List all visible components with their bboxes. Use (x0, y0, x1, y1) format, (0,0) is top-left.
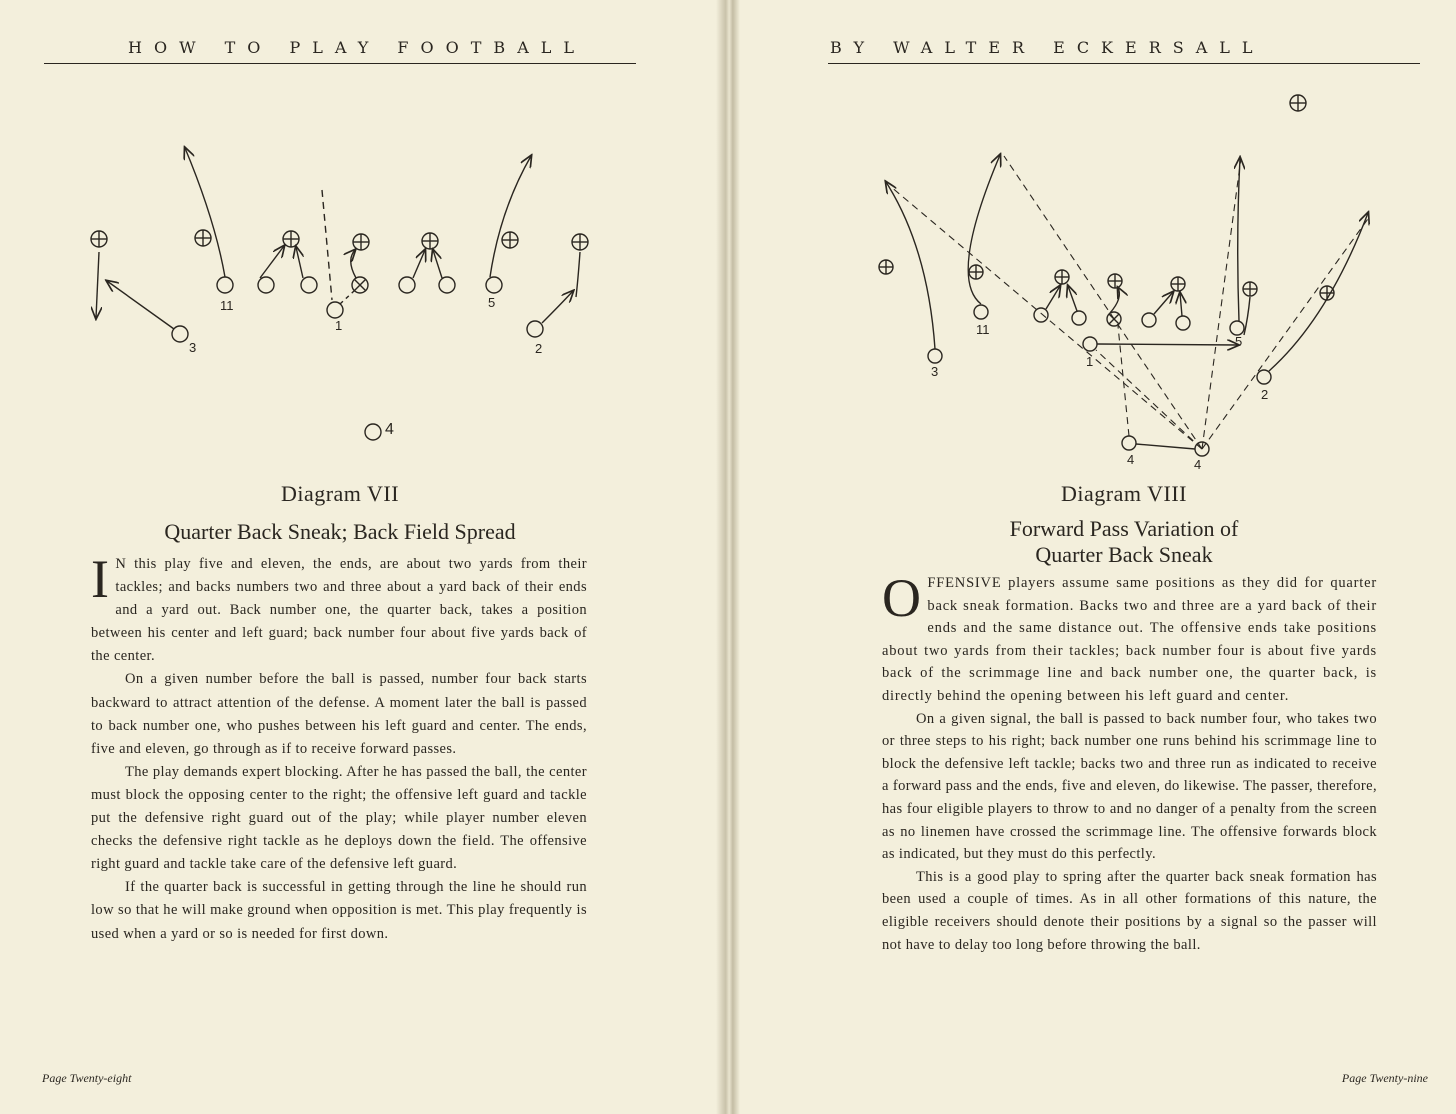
label-11: 11 (220, 298, 234, 313)
left-running-head: HOW TO PLAY FOOTBALL (128, 38, 586, 57)
label-3: 3 (189, 340, 197, 355)
diagram-vii (80, 140, 610, 450)
paragraph: The play demands expert blocking. After he has passed the ball, the center must block the opposing center to the right; the offensive left guard and tackle put the defensive right guard out of the play; while player number eleven checks the defensive right tackle as he deploys down the field. The offensive right guard and tackle take care of the defensive left guard. (91, 763, 587, 873)
label-4a: 4 (1127, 452, 1135, 467)
label-5: 5 (1235, 334, 1243, 349)
defensive-player (91, 231, 107, 247)
diagram-vii-figure (80, 140, 610, 450)
right-header-rule (828, 63, 1420, 64)
book-gutter (716, 0, 740, 1114)
paragraph: If the quarter back is successful in getting through the line he should run low so that he will make ground when opposition is met. This play frequently is used when a yard or so is needed for first down. (91, 879, 587, 942)
label-5: 5 (488, 295, 496, 310)
right-body-text (882, 568, 1377, 956)
right-folio: Page Twenty-nine (1341, 1071, 1428, 1085)
label-2: 2 (1261, 387, 1269, 402)
right-running-head: BY WALTER ECKERSALL (830, 38, 1265, 57)
left-folio: Page Twenty-eight (42, 1071, 132, 1085)
diagram-viii (868, 88, 1408, 480)
diagram-viii-subtitle-line2: Quarter Back Sneak (1035, 542, 1213, 567)
label-2: 2 (535, 341, 543, 356)
paragraph: On a given number before the ball is passed, number four back starts backward to attract attention of the defense. A moment later the ball is passed to back number one, who pushes between his left guard and center. The ends, five and eleven, go through as if to receive forward passes. (91, 671, 587, 757)
diagram-viii-subtitle-line1: Forward Pass Variation of (1009, 516, 1239, 541)
paragraph: OFFENSIVE players assume same positions as they did for quarter back sneak formation. Backs two and three are a yard back of their ends and the same distance out. The offensive ends take positions about two yards from their tackles; back number four is about five yards back of the scrimmage line and back number one, the quarter back, is directly behind the opening between his left guard and center. (882, 568, 1377, 704)
drop-cap: I (91, 549, 110, 609)
label-11: 11 (976, 322, 990, 337)
drop-cap: O (882, 568, 922, 628)
paragraph: On a given signal, the ball is passed to back number four, who takes two or three steps to his right; back number one runs behind his scrimmage line to block the defensive left tackle; backs two and three run as indicated to receive a forward pass and the ends, five and eleven, do likewise. The passer, therefore, has four eligible players to throw to and no danger of a penalty from the screen as no linemen have crossed the scrimmage line. The offensive forwards block as indicated, but they must do this perfectly. (882, 710, 1377, 863)
left-body-text (91, 549, 587, 946)
paragraph: I N this play five and eleven, the ends, are about two yards from their tackles; and backs numbers two and three about a yard back of their ends and a yard out. Back number one, the quarter back, takes a position between his center and left guard; back number four about five yards back of the center. (91, 549, 587, 665)
diagram-vii-title: Diagram VII (280, 481, 400, 506)
paragraph: This is a good play to spring after the quarter back sneak formation has been used a couple of times. As in all other formations of this nature, the eligible receivers should denote their positions by a signal so the passer will not have to delay too long before throwing the ball. (882, 868, 1377, 953)
diagram-viii-title: Diagram VIII (1061, 481, 1187, 506)
label-3: 3 (931, 364, 939, 379)
left-header-rule (44, 63, 636, 64)
label-4b: 4 (1194, 457, 1202, 472)
diagram-viii-figure (868, 88, 1408, 480)
label-1: 1 (335, 318, 343, 333)
label-1: 1 (1086, 354, 1094, 369)
label-4: 4 (385, 421, 394, 438)
diagram-vii-subtitle: Quarter Back Sneak; Back Field Spread (164, 519, 516, 544)
